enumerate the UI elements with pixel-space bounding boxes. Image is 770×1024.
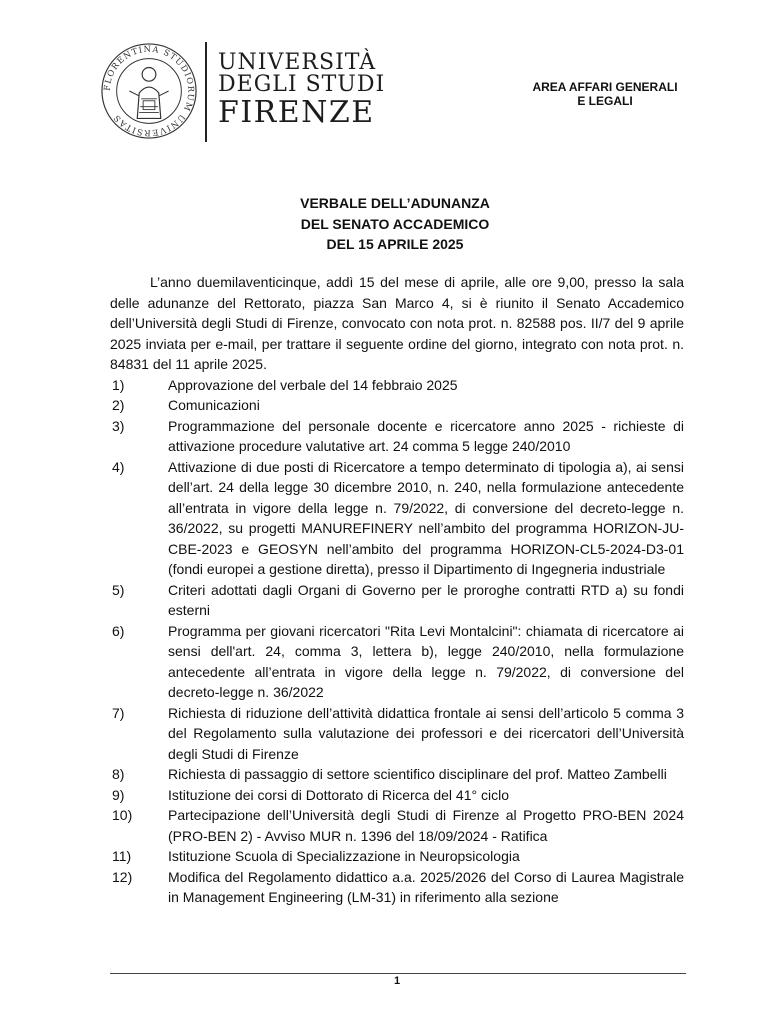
university-seal-logo xyxy=(100,42,198,140)
header-divider xyxy=(205,42,207,142)
seal-text: FLORENTINA STUDIORUM UNIVERSITAS xyxy=(101,43,197,139)
title-line2: DEL SENATO ACCADEMICO xyxy=(300,215,490,232)
agenda-item-text: Attivazione di due posti di Ricercatore a tempo determinato di tipologia a), ai sensi dell’art. 24 della legge 30 dicembre 2010, n. 240, nella formulazione antecedente all’entrata in vigore della legge n. 79/2022, di conversione del decreto-legge n. 36/2022, su progetti MANUREFINERY nell’ambito del programma HORIZON-JU-CBE-2023 e GEOSYN nell’ambito del programma HORIZON-CL5-2024-D3-01 (fondi europei a gestione diretta), presso il Dipartimento di Ingegneria industriale xyxy=(168,458,684,577)
agenda-item-text: Criteri adottati dagli Organi di Governo per le proroghe contratti RTD a) su fondi esterni xyxy=(168,581,684,618)
agenda-item-text: Istituzione dei corsi di Dottorato di Ricerca del 41° ciclo xyxy=(168,786,509,803)
title-line1: VERBALE DELL’ADUNANZA xyxy=(300,195,490,211)
agenda-item-number: 10) xyxy=(112,807,133,823)
agenda-item-number: 3) xyxy=(112,417,125,434)
agenda-item-text: Richiesta di riduzione dell’attività didattica frontale ai sensi dell’articolo 5 comma 3 del Regolamento sulla valutazione dei professori e dei ricercatori dell’Università degli Studi di Firenze xyxy=(168,704,684,762)
agenda-item-text: Modifica del Regolamento didattico a.a. 2025/2026 del Corso di Laurea Magistrale in Management Engineering (LM-31) in riferimento alla sezione xyxy=(168,868,684,905)
agenda-item-number: 9) xyxy=(112,786,125,803)
agenda-item-number: 5) xyxy=(112,581,125,598)
university-name-line1: UNIVERSITÀ xyxy=(218,50,377,75)
agenda-item-text: Comunicazioni xyxy=(168,397,260,413)
agenda-item-number: 2) xyxy=(112,397,125,413)
agenda-item xyxy=(110,621,684,703)
agenda-item-number: 12) xyxy=(112,868,133,885)
agenda-item-text: Partecipazione dell’Università degli Studi di Firenze al Progetto PRO-BEN 2024 (PRO-BEN 2) - Avviso MUR n. 1396 del 18/09/2024 - Ratifica xyxy=(168,807,684,844)
university-name-line2: DEGLI STUDI xyxy=(218,72,386,97)
footer-divider xyxy=(110,973,686,974)
document-title xyxy=(0,193,770,255)
agenda-item xyxy=(110,846,684,867)
letterhead xyxy=(0,0,770,160)
office-name xyxy=(500,80,710,108)
agenda-item-text: Programmazione del personale docente e ricercatore anno 2025 - richieste di attivazione procedure valutative art. 24 comma 5 legge 240/2010 xyxy=(168,417,684,454)
agenda-item-number: 11) xyxy=(112,848,132,864)
agenda-item-number: 6) xyxy=(112,622,125,639)
office-name-line2: E LEGALI xyxy=(577,94,633,108)
agenda-item xyxy=(110,785,684,806)
intro-paragraph: L’anno duemilaventicinque, addì 15 del mese di aprile, alle ore 9,00, presso la sala delle adunanze del Rettorato, piazza San Marco 4, si è riunito il Senato Accademico dell’Università degli Studi di Firenze, convocato con nota prot. n. 82588 pos. II/7 del 9 aprile 2025 inviata per e-mail, per trattare il seguente ordine del giorno, integrato con nota prot. n. 84831 del 11 aprile 2025. xyxy=(110,274,684,372)
agenda-item xyxy=(110,457,684,580)
agenda-item xyxy=(110,867,684,908)
agenda-item-number: 7) xyxy=(112,704,125,721)
title-line3: DEL 15 APRILE 2025 xyxy=(326,236,464,252)
agenda-item-text: Istituzione Scuola di Specializzazione in Neuropsicologia xyxy=(168,848,520,864)
agenda-item xyxy=(110,416,684,457)
agenda-item xyxy=(110,805,684,846)
agenda-item-number: 8) xyxy=(112,766,125,782)
agenda-item xyxy=(110,703,684,765)
university-name-line3: FIRENZE xyxy=(218,95,375,130)
office-name-line1: AREA AFFARI GENERALI xyxy=(532,80,678,94)
agenda-item xyxy=(110,375,684,396)
agenda-item xyxy=(110,764,684,785)
agenda-item-text: Programma per giovani ricercatori "Rita Levi Montalcini": chiamata di ricercatore ai sensi dell'art. 24, comma 3, lettera b), legge 240/2010, nella formulazione antecedente all’entrata in vigore della legge n. 79/2022, di conversione del decreto-legge n. 36/2022 xyxy=(168,622,684,700)
agenda-item-text: Richiesta di passaggio di settore scientifico disciplinare del prof. Matteo Zambelli xyxy=(168,766,667,782)
document-body xyxy=(110,272,684,908)
agenda-item xyxy=(110,580,684,621)
university-name xyxy=(218,52,385,130)
agenda-item-number: 4) xyxy=(112,458,125,475)
agenda-item-text: Approvazione del verbale del 14 febbraio 2025 xyxy=(168,376,458,393)
agenda-item xyxy=(110,395,684,416)
agenda-item-number: 1) xyxy=(112,376,125,393)
page-number: 1 xyxy=(393,975,401,987)
agenda-list xyxy=(110,375,684,908)
